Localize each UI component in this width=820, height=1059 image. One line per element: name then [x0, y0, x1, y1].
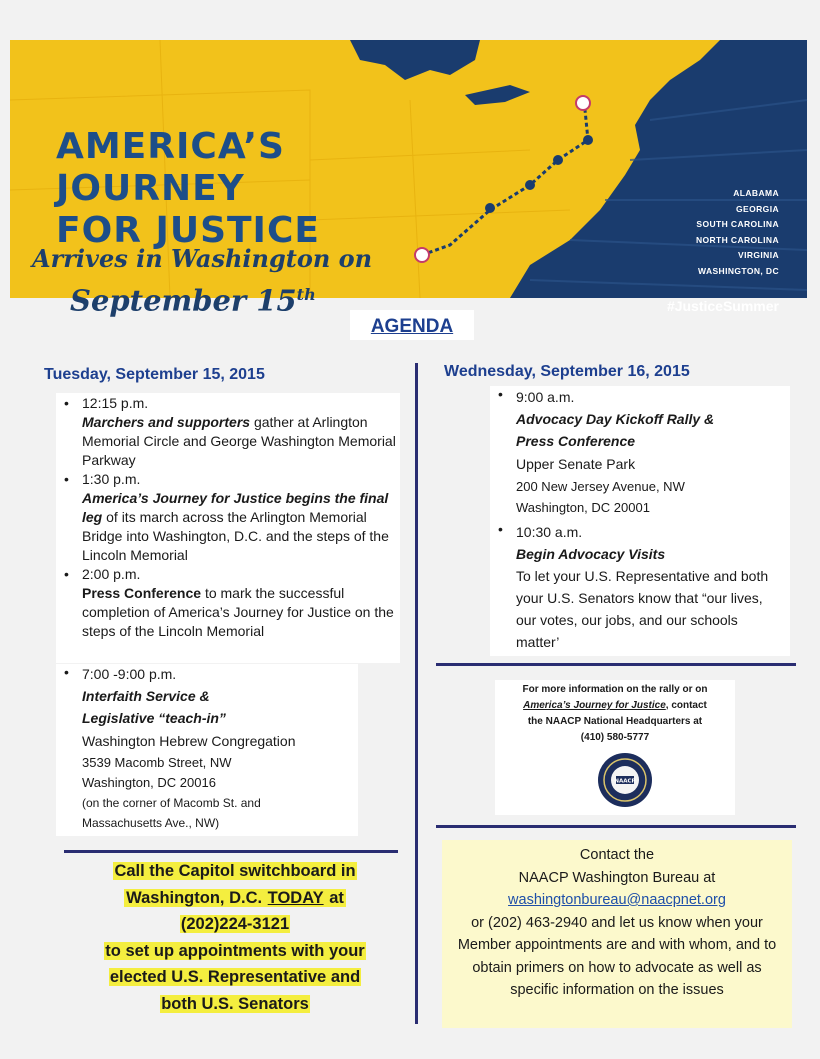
call-to-action: Call the Capitol switchboard in Washington, D.C. TODAY at (202)224-3121 to set up appointments with your elected U.S. Representative and both U.S. Senators: [105, 862, 365, 1013]
list-item: • 2:00 p.m. Press Conference to mark the successful completion of America’s Journey for Justice on the steps of the Lincoln Memorial: [56, 565, 400, 641]
info-box: For more information on the rally or on America’s Journey for Justice, contact the NAACP National Headquarters at (410) 580-5777: [495, 680, 735, 815]
list-item: • 1:30 p.m. America’s Journey for Justice begins the final leg of its march across the Arlington Memorial Bridge into Washington, D.C. and the steps of the Lincoln Memorial: [56, 470, 400, 565]
banner-date: September 15th: [70, 283, 316, 318]
wednesday-heading: Wednesday, September 16, 2015: [444, 363, 690, 380]
tuesday-item-evening: [56, 664, 358, 836]
hashtag: #JusticeSummer: [666, 298, 779, 314]
tuesday-heading: Tuesday, September 15, 2015: [44, 366, 265, 383]
wednesday-items: [490, 386, 790, 656]
column-divider: [415, 363, 418, 1024]
list-item: • 9:00 a.m. Advocacy Day Kickoff Rally & Press Conference Upper Senate Park 200 New Jersey Avenue, NW Washington, DC 20001: [490, 386, 790, 519]
divider-rule: [436, 663, 796, 666]
banner-title: AMERICA’S JOURNEY FOR JUSTICE: [56, 126, 320, 251]
divider-rule: [436, 825, 796, 828]
list-item: • 10:30 a.m. Begin Advocacy Visits To let your U.S. Representative and both your U.S. Senators know that “our lives, our votes, our jobs, and our schools matter’: [490, 521, 790, 653]
svg-text:NAACP: NAACP: [614, 778, 636, 785]
states-list: ALABAMA GEORGIA SOUTH CAROLINA NORTH CAROLINA VIRGINIA WASHINGTON, DC: [695, 188, 779, 276]
agenda-heading: AGENDA: [350, 310, 474, 340]
list-item: • 7:00 -9:00 p.m. Interfaith Service & Legislative “teach-in” Washington Hebrew Congregation 3539 Macomb Street, NW Washington, DC 20016 (on the corner of Macomb St. and Massachusetts Ave., NW): [56, 664, 358, 833]
contact-box: Contact the NAACP Washington Bureau at washingtonbureau@naacpnet.org or (202) 463-2940 and let us know when your Member appointments are and with whom, and to obtain primers on how to advocate as well as specific information on the issues: [442, 840, 792, 1028]
tuesday-items-top: [56, 393, 400, 663]
hero-banner: [10, 40, 807, 318]
list-item: • 12:15 p.m. Marchers and supporters gather at Arlington Memorial Circle and George Washington Memorial Parkway: [56, 394, 400, 470]
banner-subtitle: Arrives in Washington on: [32, 244, 373, 273]
email-link[interactable]: washingtonbureau@naacpnet.org: [508, 892, 726, 908]
divider-rule: [64, 850, 398, 853]
naacp-seal-icon: [597, 752, 653, 808]
